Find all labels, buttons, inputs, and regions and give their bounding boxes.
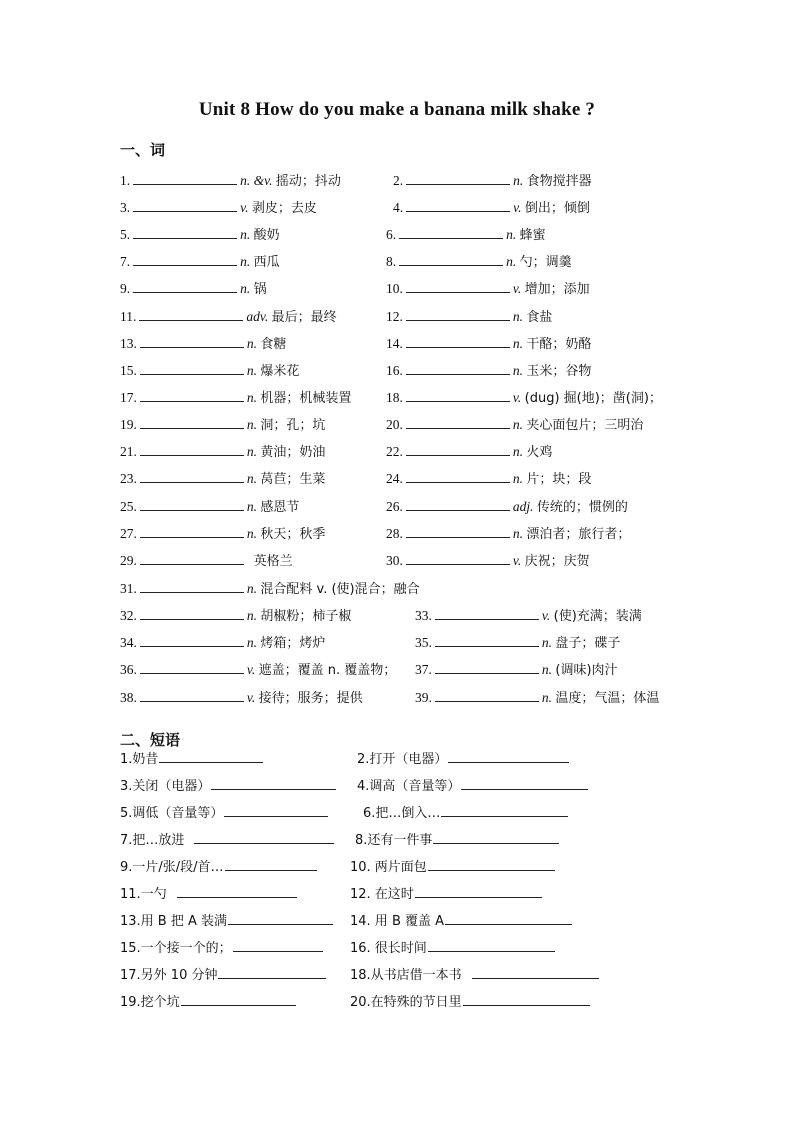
part-of-speech: n. [512,336,527,351]
chinese-meaning: 莴苣；生菜 [260,472,326,487]
chinese-meaning: 玉米；谷物 [526,364,592,379]
chinese-meaning: (dug) 掘(地)；凿(洞)； [524,391,662,406]
phrase-text: 1.奶昔 [120,752,159,767]
section-heading-phrases: 二、短语 [120,731,181,749]
answer-blank[interactable] [406,333,510,348]
part-of-speech: n. [246,526,261,541]
part-of-speech: n. [246,499,261,514]
vocab-item [120,687,363,709]
chinese-meaning: 胡椒粉；柿子椒 [260,609,352,624]
vocab-item [120,197,317,219]
part-of-speech: n. [246,417,261,432]
answer-blank[interactable] [406,197,510,212]
phrase-item [120,775,336,797]
chinese-meaning: 夹心面包片；三明治 [526,418,644,433]
vocab-item [120,468,325,490]
answer-blank[interactable] [406,387,510,402]
vocab-item [393,197,590,219]
answer-blank[interactable] [228,910,333,925]
part-of-speech: v. [246,690,259,705]
phrase-item [350,883,542,905]
answer-blank[interactable] [140,687,244,702]
vocab-item [120,278,267,300]
vocab-row [0,360,794,380]
vocab-number: 13. [120,336,137,351]
answer-blank[interactable] [399,251,503,266]
vocab-item [386,251,572,273]
vocab-number: 31. [120,581,137,596]
vocab-item [415,659,618,681]
phrase-item [120,856,317,878]
answer-blank[interactable] [428,937,555,952]
phrase-item [350,856,555,878]
answer-blank[interactable] [218,964,326,979]
part-of-speech: n. [541,635,556,650]
vocab-item [386,523,630,545]
answer-blank[interactable] [133,278,237,293]
answer-blank[interactable] [433,829,559,844]
chinese-meaning: 盘子；碟子 [555,636,621,651]
vocab-number: 9. [120,281,131,296]
phrase-item [363,802,568,824]
answer-blank[interactable] [140,605,244,620]
phrase-item [350,910,572,932]
part-of-speech: n. &v. [240,173,276,188]
vocab-number: 12. [386,309,403,324]
chinese-meaning: 机器；机械装置 [260,391,352,406]
chinese-meaning: 锅 [253,282,267,297]
answer-blank[interactable] [194,829,334,844]
phrase-text: 4.调高（音量等） [357,779,461,794]
part-of-speech: n. [246,363,261,378]
vocab-row [0,687,794,707]
part-of-speech: n. [246,581,261,596]
answer-blank[interactable] [448,748,569,763]
vocab-number: 36. [120,662,137,677]
vocab-number: 18. [386,390,403,405]
part-of-speech: n. [512,526,527,541]
answer-blank[interactable] [140,387,244,402]
phrase-item [355,829,559,851]
phrase-item [350,937,555,959]
answer-blank[interactable] [406,441,510,456]
phrase-item [120,910,333,932]
chinese-meaning: (调味)肉汁 [555,663,618,678]
phrase-text: 20.在特殊的节日里 [350,995,462,1010]
chinese-meaning: 食盐 [526,310,553,325]
chinese-meaning: 最后；最终 [271,310,337,325]
vocab-row [0,278,794,298]
part-of-speech: n. [246,336,261,351]
answer-blank[interactable] [399,224,503,239]
answer-blank[interactable] [435,659,539,674]
chinese-meaning: 传统的；惯例的 [536,500,628,515]
phrase-item [120,883,297,905]
phrase-text: 13.用 B 把 A 装满 [120,914,228,929]
part-of-speech: v. [512,390,525,405]
vocab-item [386,278,590,300]
answer-blank[interactable] [177,883,297,898]
vocab-item [393,170,592,192]
vocab-row [0,496,794,516]
vocab-item [120,224,280,246]
answer-blank[interactable] [140,441,244,456]
part-of-speech: n. [240,227,254,242]
vocab-number: 19. [120,417,137,432]
phrase-text: 7.把…放进 [120,833,185,848]
answer-blank[interactable] [472,964,599,979]
answer-blank[interactable] [406,550,510,565]
vocab-item [386,333,591,355]
chinese-meaning: 秋天；秋季 [260,527,326,542]
answer-blank[interactable] [406,414,510,429]
vocab-number: 32. [120,608,137,623]
phrase-item [120,964,326,986]
vocab-number: 2. [393,173,404,188]
part-of-speech: adv. [246,309,272,324]
part-of-speech: n. [246,390,261,405]
answer-blank[interactable] [133,197,237,212]
vocab-row [0,468,794,488]
phrase-text: 15.一个接一个的； [120,941,232,956]
vocab-item [120,659,396,681]
phrase-item [350,964,599,986]
vocab-number: 1. [120,173,131,188]
vocab-row [0,605,794,625]
vocab-number: 4. [393,200,404,215]
vocab-number: 25. [120,499,137,514]
vocab-number: 27. [120,526,137,541]
chinese-meaning: 摇动；抖动 [275,174,341,189]
chinese-meaning: 漂泊者；旅行者； [526,527,631,542]
part-of-speech: n. [506,227,520,242]
vocab-number: 16. [386,363,403,378]
section-heading-words: 一、词 [120,141,166,159]
answer-blank[interactable] [140,360,244,375]
vocab-item [120,605,351,627]
part-of-speech: n. [512,363,527,378]
chinese-meaning: 蜂蜜 [519,228,546,243]
vocab-row [0,578,794,598]
phrase-text: 17.另外 10 分钟 [120,968,218,983]
part-of-speech: n. [246,471,261,486]
vocab-item [386,360,591,382]
phrase-text: 9.一片/张/段/首… [120,860,224,875]
chinese-meaning: 烤箱；烤炉 [260,636,326,651]
vocab-item [120,550,293,572]
vocab-row [0,523,794,543]
vocab-item [386,468,591,490]
answer-blank[interactable] [435,632,539,647]
chinese-meaning: 遮盖；覆盖 n. 覆盖物； [258,663,397,678]
phrase-item [120,991,296,1013]
vocab-row [0,414,794,434]
phrase-text: 3.关闭（电器） [120,779,211,794]
vocab-number: 33. [415,608,432,623]
answer-blank[interactable] [211,775,336,790]
part-of-speech: v. [240,200,252,215]
vocab-number: 15. [120,363,137,378]
phrase-text: 14. 用 B 覆盖 A [350,914,445,929]
answer-blank[interactable] [140,414,244,429]
vocab-row [0,333,794,353]
part-of-speech: n. [512,417,527,432]
vocab-item [120,360,299,382]
vocab-number: 11. [120,309,137,324]
answer-blank[interactable] [140,550,244,565]
answer-blank[interactable] [233,937,323,952]
answer-blank[interactable] [133,224,237,239]
answer-blank[interactable] [435,605,539,620]
chinese-meaning: 干酪；奶酪 [526,337,592,352]
vocab-item [120,251,280,273]
vocab-number: 21. [120,444,137,459]
vocab-number: 24. [386,471,403,486]
vocab-number: 28. [386,526,403,541]
vocab-number: 26. [386,499,403,514]
vocab-row [0,170,794,190]
answer-blank[interactable] [140,333,244,348]
vocab-number: 38. [120,690,137,705]
answer-blank[interactable] [406,278,510,293]
vocab-number: 37. [415,662,432,677]
answer-blank[interactable] [140,578,244,593]
answer-blank[interactable] [406,523,510,538]
chinese-meaning: 食物搅拌器 [526,174,592,189]
part-of-speech: n. [512,309,527,324]
part-of-speech: n. [512,471,527,486]
phrase-text: 18.从书店借一本书 [350,968,462,983]
vocab-item [386,441,552,463]
vocab-row [0,387,794,407]
phrase-text: 12. 在这时 [350,887,414,902]
vocab-item [386,414,643,436]
phrase-text: 10. 两片面包 [350,860,427,875]
vocab-number: 6. [386,227,397,242]
phrase-text: 6.把…倒入… [363,806,441,821]
answer-blank[interactable] [406,306,510,321]
vocab-number: 17. [120,390,137,405]
vocab-item [120,632,325,654]
chinese-meaning: 增加；添加 [524,282,590,297]
chinese-meaning: 感恩节 [260,500,300,515]
answer-blank[interactable] [224,802,328,817]
vocab-item [120,496,299,518]
vocab-item [386,496,628,518]
answer-blank[interactable] [415,883,542,898]
vocab-number: 35. [415,635,432,650]
answer-blank[interactable] [140,659,244,674]
chinese-meaning: 混合配料 v. (使)混合；融合 [260,582,420,597]
vocab-number: 39. [415,690,432,705]
vocab-item [120,387,351,409]
vocab-item [415,632,620,654]
vocab-item [120,414,325,436]
part-of-speech: v. [512,281,525,296]
vocab-number: 23. [120,471,137,486]
vocab-number: 14. [386,336,403,351]
chinese-meaning: 洞；孔；坑 [260,418,326,433]
part-of-speech: v. [541,608,554,623]
phrase-item [120,829,334,851]
vocab-number: 30. [386,553,403,568]
phrase-item [120,802,328,824]
phrase-item [120,937,323,959]
vocab-item [120,441,325,463]
chinese-meaning: 勺；调羹 [519,255,572,270]
answer-blank[interactable] [140,523,244,538]
part-of-speech: n. [541,662,556,677]
vocab-item [386,550,590,572]
answer-blank[interactable] [140,468,244,483]
chinese-meaning: 接待；服务；提供 [258,691,363,706]
part-of-speech: n. [240,281,254,296]
phrase-text: 5.调低（音量等） [120,806,224,821]
part-of-speech: adj. [512,499,537,514]
chinese-meaning: 温度；气温；体温 [555,691,660,706]
part-of-speech: v. [513,200,525,215]
answer-blank[interactable] [441,802,568,817]
chinese-meaning: 倒出；倾倒 [524,201,590,216]
phrase-text: 19.挖个坑 [120,995,180,1010]
vocab-item [386,224,546,246]
vocab-row [0,197,794,217]
phrase-item [357,748,569,770]
chinese-meaning: 酸奶 [253,228,280,243]
vocab-item [120,306,337,328]
vocab-row [0,224,794,244]
part-of-speech: n. [240,254,254,269]
vocab-item [415,687,659,709]
part-of-speech: n. [512,444,527,459]
answer-blank[interactable] [461,775,588,790]
chinese-meaning: 爆米花 [260,364,300,379]
answer-blank[interactable] [435,687,539,702]
chinese-meaning: 西瓜 [253,255,280,270]
part-of-speech: n. [513,173,527,188]
vocab-row [0,441,794,461]
vocab-item [415,605,642,627]
answer-blank[interactable] [406,496,510,511]
answer-blank[interactable] [181,991,296,1006]
chinese-meaning: 英格兰 [253,554,293,569]
chinese-meaning: 火鸡 [526,445,553,460]
vocab-number: 5. [120,227,131,242]
vocab-row [0,306,794,326]
part-of-speech: n. [246,635,261,650]
vocab-item [386,306,552,328]
vocab-number: 10. [386,281,403,296]
page-title: Unit 8 How do you make a banana milk shake ? [198,99,596,120]
chinese-meaning: (使)充满；装满 [553,609,642,624]
answer-blank[interactable] [225,856,317,871]
vocab-number: 20. [386,417,403,432]
vocab-number: 8. [386,254,397,269]
answer-blank[interactable] [139,306,243,321]
answer-blank[interactable] [406,468,510,483]
vocab-row [0,251,794,271]
phrase-text: 8.还有一件事 [355,833,433,848]
answer-blank[interactable] [133,170,237,185]
chinese-meaning: 剥皮；去皮 [251,201,317,216]
answer-blank[interactable] [140,632,244,647]
phrase-item [120,748,263,770]
vocab-number: 22. [386,444,403,459]
answer-blank[interactable] [406,360,510,375]
answer-blank[interactable] [428,856,555,871]
vocab-number: 34. [120,635,137,650]
vocab-row [0,550,794,570]
answer-blank[interactable] [463,991,590,1006]
phrase-text: 2.打开（电器） [357,752,448,767]
part-of-speech: n. [246,608,261,623]
vocab-row [0,659,794,679]
vocab-item [120,170,341,192]
vocab-item [386,387,662,409]
part-of-speech: v. [246,662,259,677]
answer-blank[interactable] [140,496,244,511]
vocab-row [0,632,794,652]
answer-blank[interactable] [159,748,263,763]
chinese-meaning: 黄油；奶油 [260,445,326,460]
vocab-item [120,333,286,355]
phrase-item [357,775,588,797]
vocab-number: 3. [120,200,131,215]
chinese-meaning: 庆祝；庆贺 [524,554,590,569]
chinese-meaning: 片；块；段 [526,472,592,487]
phrase-item [350,991,590,1013]
phrase-text: 11.一勺 [120,887,167,902]
vocab-number: 29. [120,553,137,568]
answer-blank[interactable] [133,251,237,266]
vocab-item [120,578,420,600]
answer-blank[interactable] [406,170,510,185]
part-of-speech: n. [541,690,556,705]
vocab-item [120,523,325,545]
part-of-speech: n. [506,254,520,269]
part-of-speech: v. [512,553,525,568]
vocab-number: 7. [120,254,131,269]
answer-blank[interactable] [445,910,572,925]
part-of-speech: n. [246,444,261,459]
chinese-meaning: 食糖 [260,337,287,352]
phrase-text: 16. 很长时间 [350,941,427,956]
